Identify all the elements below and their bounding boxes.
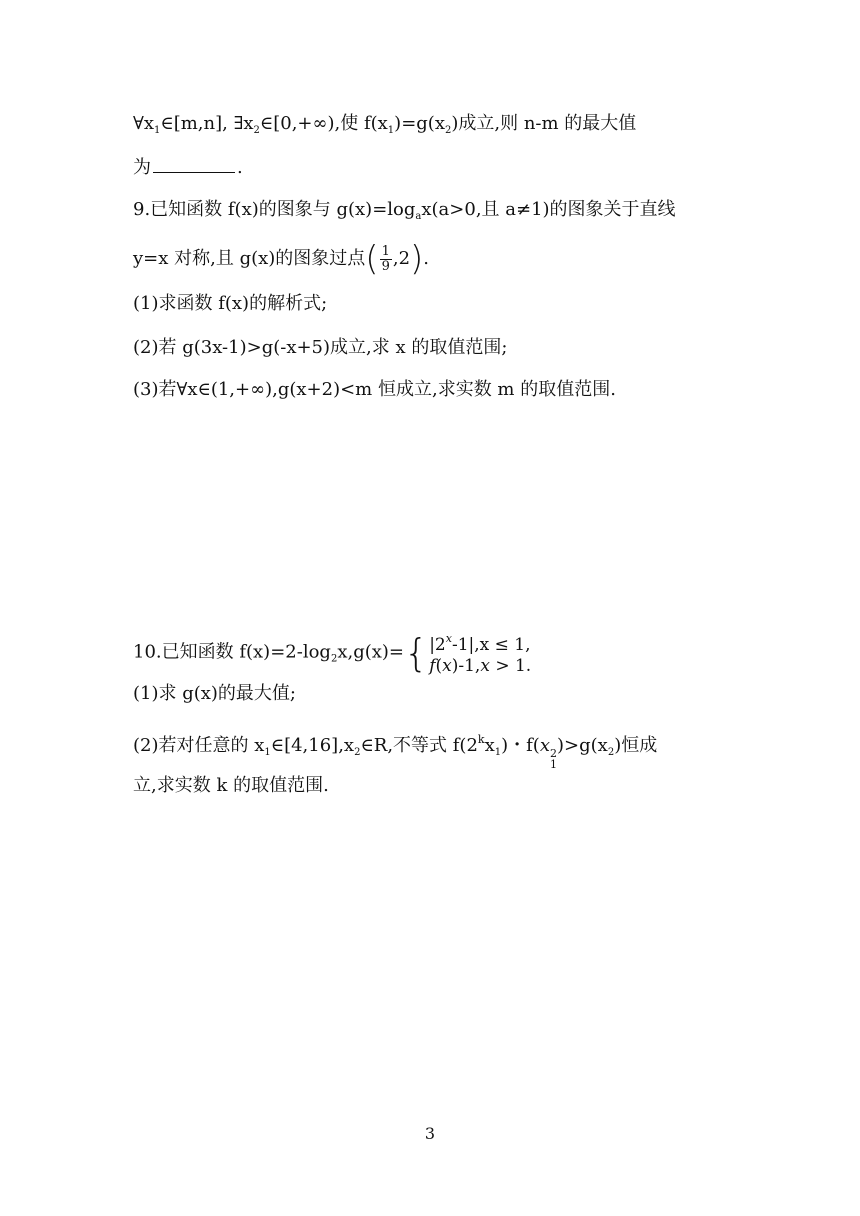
q10-text: x bbox=[539, 735, 550, 756]
q10-text: )>g(x bbox=[557, 735, 608, 756]
q10-text: x bbox=[484, 735, 495, 756]
q9-text: . bbox=[423, 248, 430, 269]
paren-open: ( bbox=[365, 239, 379, 279]
q8-text: ∀x bbox=[133, 113, 155, 134]
case-text: x bbox=[442, 656, 452, 676]
superscript: 2 bbox=[550, 747, 557, 760]
point-expression bbox=[365, 239, 424, 279]
sup-sub-stack bbox=[550, 748, 557, 770]
q9-stem-line-1 bbox=[133, 198, 676, 229]
left-brace: { bbox=[404, 630, 429, 675]
q10-text: 10.已知函数 f(x)=2-log bbox=[133, 641, 331, 663]
q10-text: )恒成 bbox=[614, 735, 658, 756]
q10-part-2 bbox=[133, 728, 657, 770]
q8-text: . bbox=[237, 157, 243, 178]
q10-part-1: (1)求 g(x)的最大值; bbox=[133, 683, 297, 704]
point-y: ,2 bbox=[392, 248, 411, 269]
case-2 bbox=[429, 656, 531, 677]
piecewise-function bbox=[404, 628, 531, 677]
subscript: 2 bbox=[253, 125, 260, 136]
fraction bbox=[380, 245, 392, 274]
q8-text: 为 bbox=[133, 157, 151, 178]
subscript: 1 bbox=[154, 125, 161, 136]
q8-text: )成立,则 n-m 的最大值 bbox=[451, 113, 637, 134]
q10-text: ∈R,不等式 f(2 bbox=[360, 735, 478, 756]
case-text: ( bbox=[435, 656, 443, 676]
fraction-denominator: 9 bbox=[381, 258, 390, 274]
paren-close: ) bbox=[410, 239, 424, 279]
subscript: 2 bbox=[444, 125, 452, 136]
q8-condition-line bbox=[133, 112, 636, 143]
q10-text: )・f( bbox=[501, 735, 540, 756]
case-text: x bbox=[480, 656, 490, 676]
q10-stem-line bbox=[133, 628, 531, 677]
subscript: 2 bbox=[354, 747, 361, 758]
page-number: 3 bbox=[424, 1124, 436, 1143]
q9-part-2: (2)若 g(3x-1)>g(-x+5)成立,求 x 的取值范围; bbox=[133, 337, 508, 358]
piecewise-cases bbox=[429, 628, 531, 677]
q9-text: x(a>0,且 a≠1)的图象关于直线 bbox=[421, 199, 676, 220]
q9-text: y=x 对称,且 g(x)的图象过点 bbox=[133, 248, 366, 269]
q10-text: ∈[4,16],x bbox=[270, 735, 355, 756]
subscript: 1 bbox=[264, 747, 271, 758]
subscript: 2 bbox=[330, 653, 338, 665]
case-1 bbox=[429, 628, 531, 656]
q8-text: ∈[m,n], ∃x bbox=[160, 113, 254, 134]
case-text: -1|,x ≤ 1, bbox=[451, 635, 531, 655]
q10-text: (2)若对任意的 x bbox=[133, 735, 265, 756]
case-text: > 1. bbox=[489, 656, 532, 676]
case-text: )-1, bbox=[451, 656, 481, 676]
q8-answer-line bbox=[133, 156, 243, 180]
q8-text: ∈[0,+∞),使 f(x bbox=[259, 113, 388, 134]
case-text: |2 bbox=[429, 635, 446, 655]
subscript: 1 bbox=[550, 758, 557, 771]
q10-part-2-cont: 立,求实数 k 的取值范围. bbox=[133, 775, 329, 796]
subscript: a bbox=[415, 211, 422, 222]
q10-text: x,g(x)= bbox=[337, 641, 405, 663]
q8-text: )=g(x bbox=[394, 113, 445, 134]
fraction-numerator: 1 bbox=[381, 243, 390, 259]
q9-part-1: (1)求函数 f(x)的解析式; bbox=[133, 293, 328, 314]
case-text: f bbox=[429, 656, 436, 676]
q9-stem-line-2 bbox=[133, 239, 430, 279]
subscript: 1 bbox=[387, 125, 395, 136]
q9-text: 9.已知函数 f(x)的图象与 g(x)=log bbox=[133, 199, 416, 220]
superscript: k bbox=[477, 733, 485, 746]
subscript: 1 bbox=[494, 747, 502, 758]
answer-blank bbox=[153, 156, 235, 173]
subscript: 2 bbox=[607, 747, 615, 758]
q9-part-3: (3)若∀x∈(1,+∞),g(x+2)<m 恒成立,求实数 m 的取值范围. bbox=[133, 379, 616, 400]
superscript: x bbox=[445, 632, 452, 645]
